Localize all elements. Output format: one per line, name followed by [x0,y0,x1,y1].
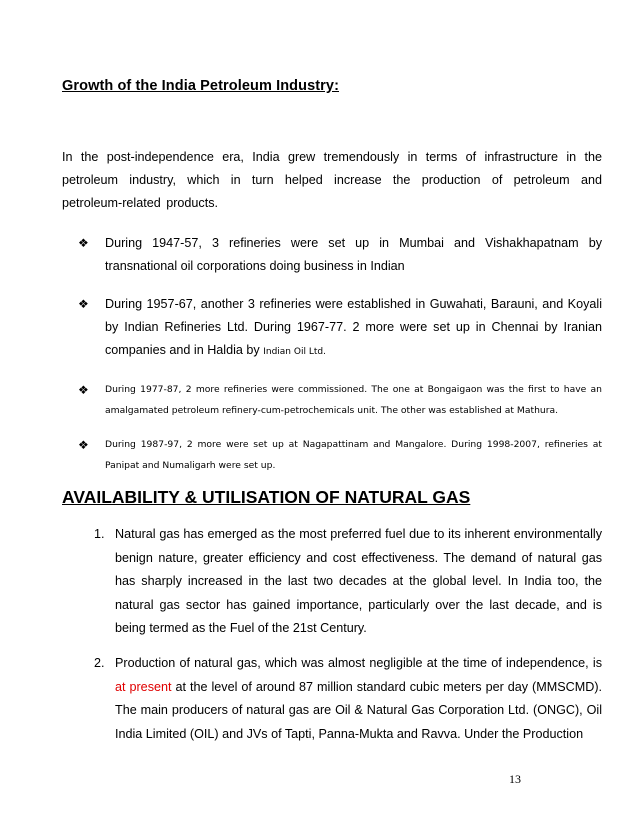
numbered-item [94,652,602,746]
highlighted-text: at present [115,679,172,694]
bullet-item [78,293,602,364]
item-text-part: Production of natural gas, which was almost negligible at the time of independence, is [115,656,602,670]
item-number: 1. [94,527,105,541]
bullet-text-small: Indian Oil Ltd. [263,347,326,357]
page-number: 13 [509,772,521,786]
bullet-text [105,293,602,364]
item-text-part: at the level of around 87 million standard cubic meters per day (MMSCMD). The main producers of natural gas are Oil & Natural Gas Corporation Ltd. (ONGC), Oil India Limited (OIL) and JVs of Tapti, Panna-Mukta and Ravva. Under the Production [115,679,603,741]
diamond-bullet-icon: ❖ [78,297,89,311]
diamond-bullet-icon: ❖ [78,236,89,250]
bullet-text-main: During 1957-67, another 3 refineries were established in Guwahati, Barauni, and Koyali by Indian Refineries Ltd. During 1967-77. 2 more were set up in Chennai by Iranian companies and in Haldia by [105,297,602,357]
bullet-item [78,232,602,278]
item-text: Natural gas has emerged as the most preferred fuel due to its inherent environmentally benign nature, greater efficiency and cost effectiveness. The demand of natural gas has sharply increased in the last two decades at the global level. In India too, the natural gas sector has gained importance, particularly over the last decade, and is being termed as the Fuel of the 21st Century. [115,527,602,635]
item-number: 2. [94,656,105,670]
diamond-bullet-icon: ❖ [78,383,89,397]
diamond-bullet-icon: ❖ [78,438,89,452]
page-heading: Growth of the India Petroleum Industry: [62,78,339,94]
section-heading: AVAILABILITY & UTILISATION OF NATURAL GAS [62,487,471,507]
item-text [115,652,602,746]
numbered-item [94,523,602,641]
bullet-item [78,379,602,421]
bullet-text: During 1977-87, 2 more refineries were commissioned. The one at Bongaigaon was the first to have an amalgamated petroleum refinery-cum-petrochemicals unit. The other was established at Mathura. [105,384,602,416]
bullet-text: During 1947-57, 3 refineries were set up in Mumbai and Vishakhapatnam by transnational oil corporations doing business in Indian [105,236,602,273]
bullet-text: During 1987-97, 2 more were set up at Nagapattinam and Mangalore. During 1998-2007, refineries at Panipat and Numaligarh were set up. [105,439,602,471]
intro-paragraph: In the post-independence era, India grew tremendously in terms of infrastructure in the petroleum industry, which in turn helped increase the production of petroleum and petroleum-related products. [62,150,602,210]
bullet-item [78,434,602,476]
